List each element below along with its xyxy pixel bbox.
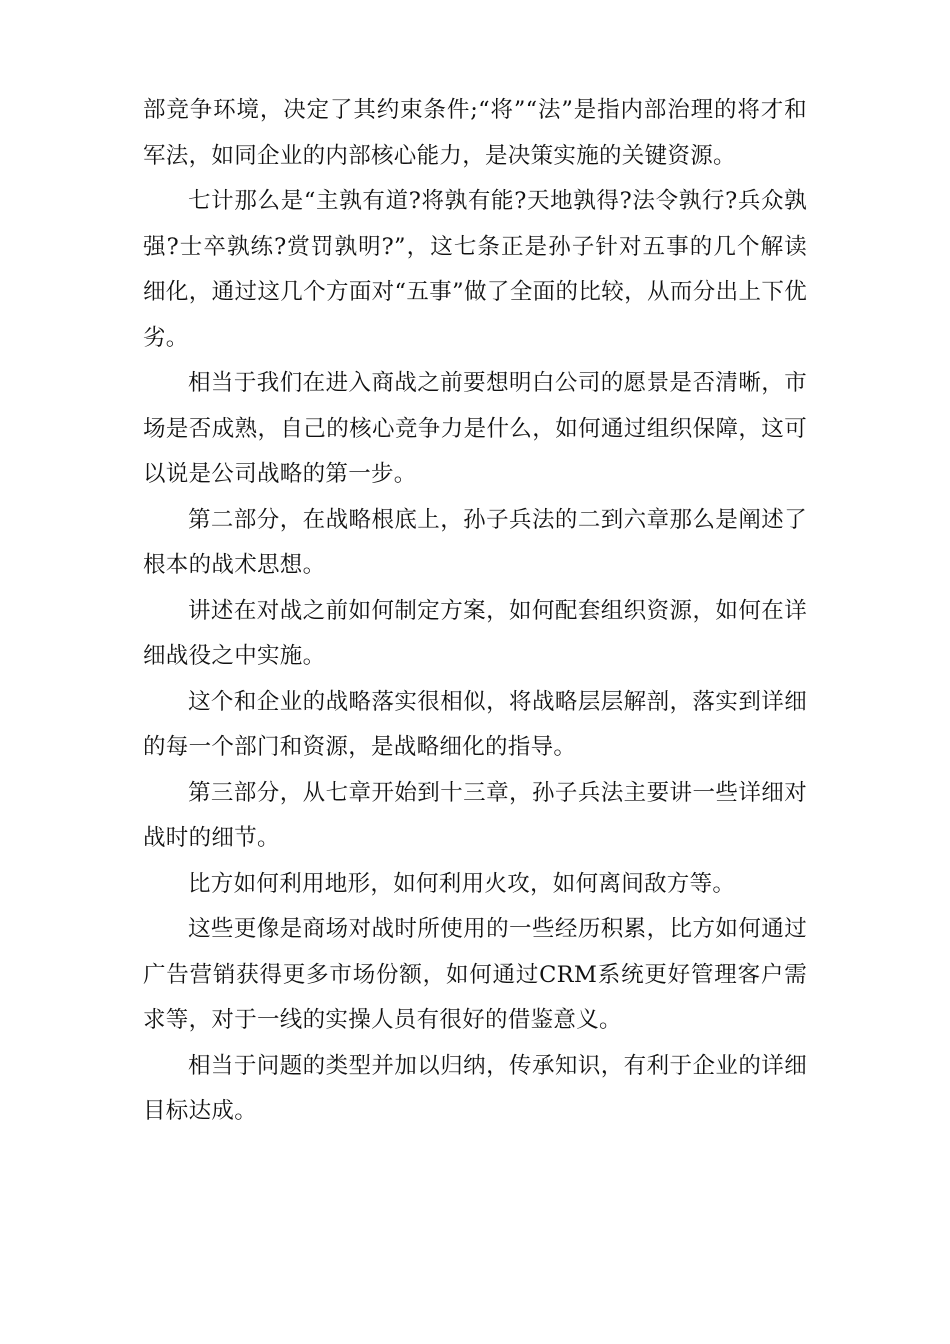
document-body [143,88,807,1135]
paragraph-4: 第二部分，在战略根底上，孙子兵法的二到六章那么是阐述了根本的战术思想。 [143,506,807,578]
paragraph-1: 部竞争环境，决定了其约束条件;“将”“法”是指内部治理的将才和军法，如同企业的内部核心能力，是决策实施的关键资源。 [143,97,807,169]
paragraph-8: 比方如何利用地形，如何利用火攻，如何离间敌方等。 [188,870,736,897]
paragraph-5: 讲述在对战之前如何制定方案，如何配套组织资源，如何在详细战役之中实施。 [143,597,807,669]
paragraph-6: 这个和企业的战略落实很相似，将战略层层解剖，落实到详细的每一个部门和资源，是战略细化的指导。 [143,688,807,760]
paragraph-3: 相当于我们在进入商战之前要想明白公司的愿景是否清晰，市场是否成熟，自己的核心竞争力是什么，如何通过组织保障，这可以说是公司战略的第一步。 [143,370,807,487]
paragraph-9: 这些更像是商场对战时所使用的一些经历积累，比方如何通过广告营销获得更多市场份额，如何通过CRM系统更好管理客户需求等，对于一线的实操人员有很好的借鉴意义。 [143,916,807,1033]
paragraph-7: 第三部分，从七章开始到十三章，孙子兵法主要讲一些详细对战时的细节。 [143,779,807,851]
paragraph-10: 相当于问题的类型并加以归纳，传承知识，有利于企业的详细目标达成。 [143,1052,807,1124]
paragraph-2: 七计那么是“主孰有道?将孰有能?天地孰得?法令孰行?兵众孰强?士卒孰练?赏罚孰明?”，这七条正是孙子针对五事的几个解读细化，通过这几个方面对“五事”做了全面的比较，从而分出上下优劣。 [143,188,807,351]
